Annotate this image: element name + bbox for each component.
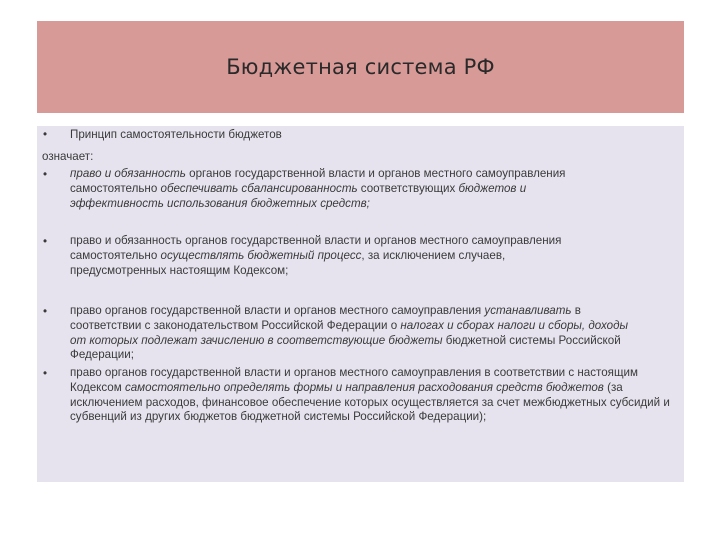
list-item-1: [70, 167, 610, 211]
bullet-item-1: •: [43, 168, 48, 181]
item-1-part-3: обеспечивать сбалансированность: [160, 181, 358, 195]
bullet-item-3: •: [43, 305, 48, 318]
item-1-part-5: бюджетов и эффективность использования бюджетных средств;: [70, 181, 527, 210]
item-2-part-1: право и обязанность органов государственной власти и органов местного самоуправления самостоятельно: [70, 234, 562, 262]
bullet-item-4: •: [43, 367, 48, 380]
slide-title: Бюджетная система РФ: [226, 55, 495, 79]
item-3-part-2: устанавливать: [484, 304, 572, 317]
item-3-part-1: право органов государственной власти и органов местного самоуправления: [70, 304, 485, 317]
slide-body: [37, 126, 684, 482]
item-3-part-5: бюджетной системы Российской Федерации;: [70, 333, 621, 362]
item-2-part-2: осуществлять бюджетный процесс: [160, 248, 362, 262]
bullet-item-2: •: [43, 235, 48, 248]
item-1-part-1: право и обязанность: [70, 167, 186, 180]
item-2-part-3: , за исключением случаев, предусмотренных настоящим Кодексом;: [70, 248, 506, 277]
principle-heading: Принцип самостоятельности бюджетов: [70, 128, 282, 141]
item-3-part-4: налогах и сборах налоги и сборы, доходы от которых подлежат зачислению в соответствующие бюджеты: [70, 318, 629, 347]
item-4-part-1: право органов государственной власти и органов местного самоуправления в соответствии с настоящим Кодексом: [70, 366, 638, 394]
item-1-part-2: органов государственной власти и органов местного самоуправления самостоятельно: [70, 167, 566, 195]
item-4-part-2: самостоятельно определять формы и направления расходования средств бюджетов: [124, 380, 604, 394]
item-4-part-3: (за исключением расходов, финансовое обеспечение которых осуществляется за счет межбюджетных субсидий и субвенций из других бюджетов бюджетной системы Российской Федерации);: [70, 380, 670, 424]
list-item-3: [70, 304, 630, 363]
bullet-principle: •: [43, 128, 48, 141]
principle-means: означает:: [42, 150, 94, 163]
item-3-part-3: в соответствии с законодательством Российской Федерации о: [70, 304, 581, 332]
list-item-4: [70, 366, 682, 425]
item-1-part-4: соответствующих: [357, 181, 459, 195]
slide-header: [37, 21, 684, 113]
list-item-2: [70, 234, 600, 278]
